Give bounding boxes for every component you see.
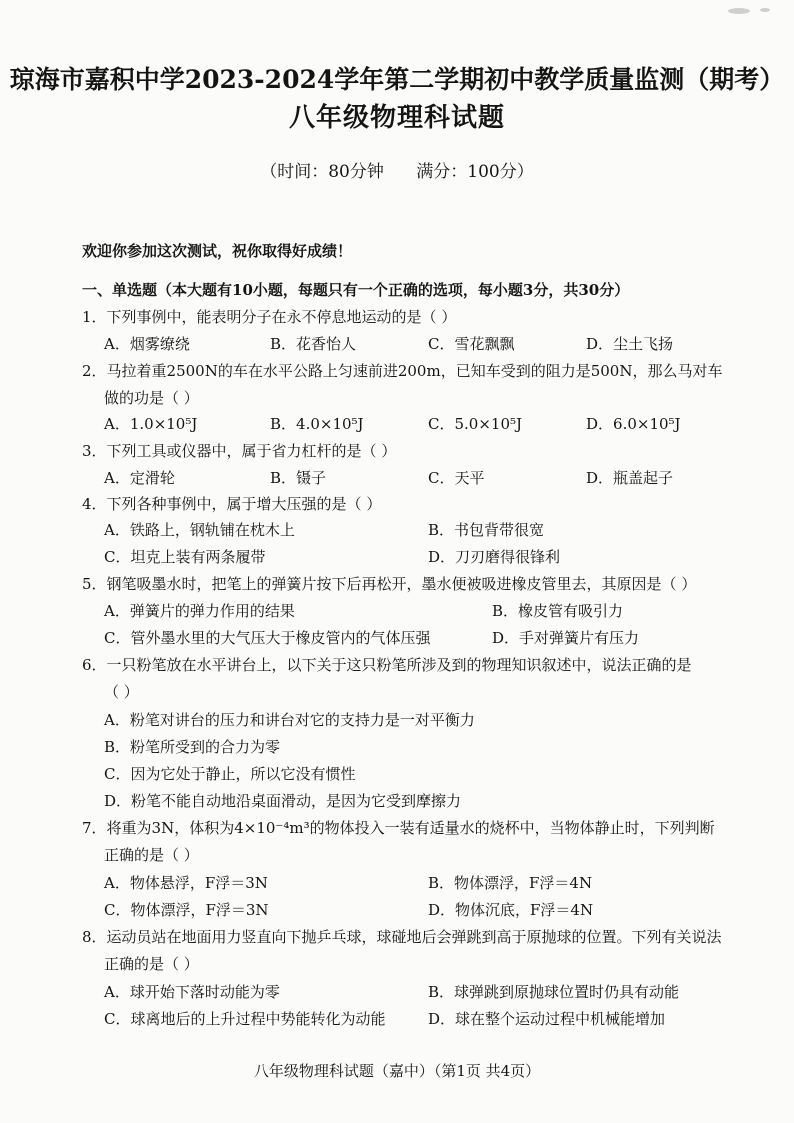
- question-stem: 马拉着重2500N的车在水平公路上匀速前进200m，已知车受到的阻力是500N，那么马对车: [106, 362, 723, 380]
- welcome-message: 欢迎你参加这次测试，祝你取得好成绩！: [82, 242, 353, 260]
- option-c: C．5.0×10⁵J: [428, 415, 523, 433]
- question-stem-cont: （ ）: [104, 683, 139, 701]
- question-8: [82, 926, 722, 947]
- option-b: B．橡皮管有吸引力: [492, 602, 624, 620]
- option-a: A．1.0×10⁵J: [104, 415, 198, 433]
- question-number: 7．: [82, 819, 107, 837]
- option-a: A．烟雾缭绕: [104, 335, 190, 353]
- option-c: C．天平: [428, 469, 485, 487]
- page-footer: 八年级物理科试题（嘉中）（第1页 共4页）: [253, 1062, 541, 1080]
- question-stem: 钢笔吸墨水时，把笔上的弹簧片按下后再松开，墨水便被吸进橡皮管里去，其原因是（ ）: [106, 575, 697, 593]
- option-b: B．书包背带很宽: [428, 521, 545, 539]
- question-6: [82, 654, 692, 675]
- option-a: A．球开始下落时动能为零: [104, 983, 280, 1001]
- scan-mark: [728, 8, 750, 14]
- question-stem-cont: 做的功是（ ）: [104, 389, 199, 407]
- option-d: D．粉笔不能自动地沿桌面滑动，是因为它受到摩擦力: [104, 792, 462, 810]
- question-stem-cont: 正确的是（ ）: [104, 846, 199, 864]
- time-and-score: （时间：80分钟 满分：100分）: [260, 162, 534, 182]
- question-2: [82, 360, 722, 381]
- question-number: 3．: [82, 442, 107, 460]
- exam-title: 琼海市嘉积中学2023-2024学年第二学期初中教学质量监测（期考）: [9, 65, 785, 94]
- option-d: D．6.0×10⁵J: [586, 415, 681, 433]
- option-a: A．弹簧片的弹力作用的结果: [104, 602, 295, 620]
- option-d: D．球在整个运动过程中机械能增加: [428, 1010, 666, 1028]
- question-number: 6．: [82, 656, 107, 674]
- question-number: 2．: [82, 362, 107, 380]
- question-stem: 将重为3N，体积为4×10⁻⁴m³的物体投入一装有适量水的烧杯中，当物体静止时，下列判断: [106, 819, 715, 837]
- question-4: [82, 493, 381, 514]
- exam-subtitle: 八年级物理科试题: [288, 103, 505, 133]
- option-c: C．雪花飘飘: [428, 335, 515, 353]
- option-c: C．物体漂浮，F浮＝3N: [104, 901, 269, 919]
- question-stem: 下列各种事例中，属于增大压强的是（ ）: [106, 495, 382, 513]
- option-a: A．定滑轮: [104, 469, 175, 487]
- question-stem: 下列工具或仪器中，属于省力杠杆的是（ ）: [106, 442, 397, 460]
- option-a: A．铁路上，钢轨铺在枕木上: [104, 521, 295, 539]
- option-d: D．手对弹簧片有压力: [492, 629, 640, 647]
- question-3: [82, 440, 396, 461]
- option-b: B．4.0×10⁵J: [270, 415, 364, 433]
- option-d: D．尘土飞扬: [586, 335, 674, 353]
- option-b: B．物体漂浮，F浮＝4N: [428, 874, 593, 892]
- option-a: A．粉笔对讲台的压力和讲台对它的支持力是一对平衡力: [104, 711, 475, 729]
- option-b: B．粉笔所受到的合力为零: [104, 738, 281, 756]
- option-d: D．刀刃磨得很锋利: [428, 548, 561, 566]
- scan-mark: [760, 8, 770, 12]
- option-b: B．花香怡人: [270, 335, 357, 353]
- question-stem: 一只粉笔放在水平讲台上，以下关于这只粉笔所涉及到的物理知识叙述中，说法正确的是: [106, 656, 692, 674]
- option-d: D．瓶盖起子: [586, 469, 674, 487]
- question-number: 8．: [82, 928, 107, 946]
- question-number: 5．: [82, 575, 107, 593]
- question-number: 4．: [82, 495, 107, 513]
- option-c: C．坦克上装有两条履带: [104, 548, 266, 566]
- question-stem: 下列事例中，能表明分子在永不停息地运动的是（ ）: [106, 308, 457, 326]
- option-c: C．管外墨水里的大气压大于橡皮管内的气体压强: [104, 629, 431, 647]
- section-heading: 一、单选题（本大题有10小题，每题只有一个正确的选项，每小题3分，共30分）: [82, 281, 630, 299]
- option-d: D．物体沉底，F浮＝4N: [428, 901, 594, 919]
- option-a: A．物体悬浮，F浮＝3N: [104, 874, 268, 892]
- question-1: [82, 306, 456, 327]
- question-7: [82, 817, 715, 838]
- question-5: [82, 573, 696, 594]
- option-c: C．因为它处于静止，所以它没有惯性: [104, 765, 356, 783]
- option-b: B．镊子: [270, 469, 327, 487]
- question-stem-cont: 正确的是（ ）: [104, 955, 199, 973]
- option-b: B．球弹跳到原抛球位置时仍具有动能: [428, 983, 680, 1001]
- question-stem: 运动员站在地面用力竖直向下抛乒乓球，球碰地后会弹跳到高于原抛球的位置。下列有关说法: [106, 928, 722, 946]
- option-c: C．球离地后的上升过程中势能转化为动能: [104, 1010, 386, 1028]
- question-number: 1．: [82, 308, 107, 326]
